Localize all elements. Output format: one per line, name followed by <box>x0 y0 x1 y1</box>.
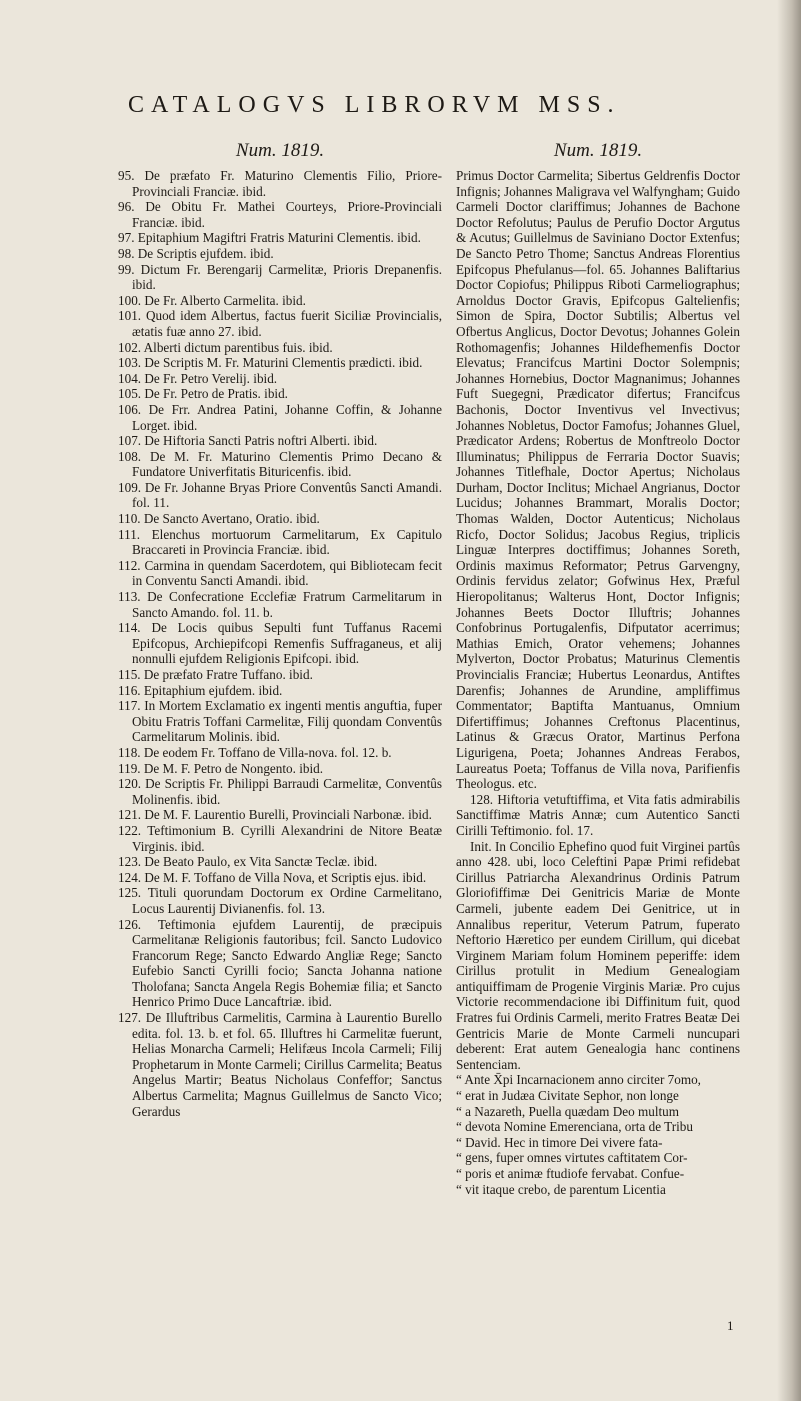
catalog-entry: 102. Alberti dictum parentibus fuis. ibid. <box>118 339 333 355</box>
page-number: 1 <box>727 1318 734 1333</box>
catalog-entry: 115. De præfato Fratre Tuffano. ibid. <box>118 667 313 682</box>
left-column-heading: Num. 1819. <box>235 140 325 161</box>
catalog-entry: 125. Tituli quorundam Doctorum ex Ordine Carmelitano, Locus Laurentij Divianenfis. fol. 13. <box>118 885 442 916</box>
quote-line: “ vit itaque crebo, de parentum Licentia <box>456 1181 666 1197</box>
quote-line: “ erat in Judæa Civitate Sephor, non longe <box>456 1088 679 1104</box>
catalog-entry: 117. In Mortem Exclamatio ex ingenti mentis anguftia, fuper Obitu Fratris Toffani Carmelitæ, Filij quondam Conventûs Carmelitarum Molinis. ibid. <box>118 698 442 745</box>
catalog-entry: 122. Teftimonium B. Cyrilli Alexandrini de Nitore Beatæ Virginis. ibid. <box>118 822 442 854</box>
catalog-entry: 127. De Illuftribus Carmelitis, Carmina à Laurentio Burello edita. fol. 13. b. et fol. 65. Illuftres hi Carmelitæ fuerunt, Helias Monarcha Carmeli; Helifæus Incola Carmeli; Filij Prophetarum in Monte Carmeli; Cirillus Carmelita; Beatus Angelus Martir; Beatus Nicholaus Confeffor; Sanctus Albertus Carmelita; Magnus Guillelmus de Sancto Vico; Gerardus <box>118 1010 442 1119</box>
page-edge-shadow <box>777 0 801 1401</box>
catalog-entry: 110. De Sancto Avertano, Oratio. ibid. <box>118 511 320 527</box>
catalog-entry: 111. Elenchus mortuorum Carmelitarum, Ex Capitulo Braccareti in Provincia Franciæ. ibid. <box>118 526 442 558</box>
catalog-entry: 126. Teftimonia ejufdem Laurentij, de præcipuis Carmelitanæ Religionis fautoribus; fcil. Sancto Ludovico Francorum Rege; Sancto Edwardo Angliæ Rege; Sancto Eufebio Sancti Cyrilli focio; Sancta Johanna natione Tholofana; Sancta Angela Regis Bohemiæ filia; et Sancto Henrico Primo Duce Lancaftriæ. ibid. <box>118 916 442 1010</box>
catalog-entry: 95. De præfato Fr. Maturino Clementis Filio, Priore-Provinciali Franciæ. ibid. <box>118 168 442 199</box>
catalog-entry: 96. De Obitu Fr. Mathei Courteys, Priore-Provinciali Franciæ. ibid. <box>118 199 442 230</box>
quote-line: “ gens, fuper omnes virtutes caftitatem Cor- <box>456 1150 688 1166</box>
catalog-entry: 108. De M. Fr. Maturino Clementis Primo Decano & Fundatore Univerfitatis Bituricenfis. ibid. <box>118 448 442 480</box>
catalog-entry: 105. De Fr. Petro de Pratis. ibid. <box>118 386 288 402</box>
catalog-entry: 114. De Locis quibus Sepulti funt Tuffanus Racemi Epifcopus, Archiepifcopi Remenfis Suffraganeus, et alij nonnulli ejufdem Religionis Epifcopi. ibid. <box>118 620 442 667</box>
catalog-entry: 97. Epitaphium Magiftri Fratris Maturini Clementis. ibid. <box>118 230 421 246</box>
entry-128: 128. Hiftoria vetuftiffima, et Vita fatis admirabilis Sanctiffimæ Matris Annæ; cum Autentico Sancti Cirilli Teftimonio. fol. 17. <box>456 791 740 838</box>
quote-line: “ David. Hec in timore Dei vivere fata- <box>456 1134 663 1150</box>
catalog-entry: 112. Carmina in quendam Sacerdotem, qui Bibliotecam fecit in Conventu Sancti Amandi. ibid. <box>118 557 442 589</box>
catalog-entry: 113. De Confecratione Ecclefiæ Fratrum Carmelitarum in Sancto Amando. fol. 11. b. <box>118 589 442 620</box>
catalog-entry: 99. Dictum Fr. Berengarij Carmelitæ, Prioris Drepanenfis. ibid. <box>118 261 442 293</box>
running-head: CATALOGVS LIBRORVM MSS. <box>128 92 621 118</box>
right-column-heading: Num. 1819. <box>553 140 643 161</box>
right-column <box>456 140 740 1197</box>
quote-line: “ Ante X̄pi Incarnacionem anno circiter 7omo, <box>456 1072 701 1088</box>
catalog-entry: 101. Quod idem Albertus, factus fuerit Siciliæ Provincialis, ætatis fuæ anno 27. ibid. <box>118 308 442 339</box>
catalog-entry: 119. De M. F. Petro de Nongento. ibid. <box>118 760 324 776</box>
catalog-entry: 103. De Scriptis M. Fr. Maturini Clementis prædicti. ibid. <box>118 355 423 371</box>
catalog-entry: 100. De Fr. Alberto Carmelita. ibid. <box>118 292 306 308</box>
catalog-entry: 106. De Frr. Andrea Patini, Johanne Coffin, & Johanne Lorget. ibid. <box>118 401 442 433</box>
quote-line: “ devota Nomine Emerenciana, orta de Tribu <box>456 1119 693 1135</box>
catalog-entry: 104. De Fr. Petro Verelij. ibid. <box>118 370 278 386</box>
quoted-genealogy <box>456 1072 740 1197</box>
quote-line: “ poris et animæ ftudiofe fervabat. Confue- <box>456 1166 685 1181</box>
left-column <box>118 140 442 1119</box>
doctors-list-paragraph: Primus Doctor Carmelita; Sibertus Geldrenfis Doctor Infignis; Johannes Maligrava vel Walfyngham; Guido Carmeli Doctor clariffimus; Johannes de Bachone Doctor Refolutus; Paulus de Perufio Doctor Argutus & Acutus; Guillelmus de Saviniano Doctor Extenfus; De Sancto Petro Thome; Sanctus Andreas Florentius Epifcopus Phefulanus—fol. 65. Johannes Baliftarius Doctor Copiofus; Philippus Riboti Carmeliographus; Arnoldus Doctor Gravis, Epifcopus Galtelienfis; Simon de Spira, Doctor Subtilis; Albertus vel Ofbertus Anglicus, Doctor Devotus; Johannes Golein Rothomagenfis; Johannes Hildefhemenfis Doctor Elevatus; Francifcus Martini Doctor Solempnis; Johannes Hornebius, Doctor Magnanimus; Johannes Fuft Suegegni, Prædicator difertus; Francifcus Bachonis, Doctor Inventivus vel Invectivus; Johannes Nobletus, Doctor Famofus; Johannes Gluel, Prædicator Ardens; Robertus de Monftreolo Doctor Illuminatus; Philippus de Ferraria Doctor Suavis; Johannes Titlefhale, Doctor Apertus; Nicholaus Durham, Doctor Inclitus; Michael Angrianus, Doctor Lucidus; Johannes Brammart, Moralis Doctor; Thomas Walden, Doctor Autenticus; Nicholaus Ricfo, Doctor Solidus; Jacobus Regius, triplicis Linguæ Interpres doctiffimus; Johannes Soreth, Ordinis maximus Reformator; Petrus Garvengny, Ordinis fervidus zelator; Gofwinus Hex, Præful Hieropolitanus; Walterus Hont, Doctor Infignis; Johannes Beets Doctor Illuftris; Johannes Confobrinus Portugalenfis, Difputator acerrimus; Mathias Emich, Orator vehemens; Johannes Mylverton, Doctor Probatus; Maturinus Clementis Provincialis Franciæ; Hubertus Leonardus, Antiftes Darenfis; Johannes de Arundine, ampliffimus Commentator; Baptifta Mantuanus, Omnium Difertiffimus; Johannes Creftonus Placentinus, Latinus & Græcus Orator, Martinus Perfona Ligurigena, Poeta; Johannes Andreas Ferabos, Laureatus Poeta; Toffanus de Villa nova, Parifienfis Theologus. etc. <box>456 168 741 792</box>
catalog-entry: 123. De Beato Paulo, ex Vita Sanctæ Teclæ. ibid. <box>118 854 378 870</box>
catalog-entry: 116. Epitaphium ejufdem. ibid. <box>118 682 283 698</box>
catalog-entry: 124. De M. F. Toffano de Villa Nova, et Scriptis ejus. ibid. <box>118 869 427 885</box>
left-entries <box>118 168 442 1119</box>
catalog-entry: 109. De Fr. Johanne Bryas Priore Conventûs Sancti Amandi. fol. 11. <box>118 479 442 511</box>
incipit-paragraph: Init. In Concilio Ephefino quod fuit Virginei partûs anno 428. ubi, loco Celeftini Papæ Primi refidebat Cirillus Patriarcha Alexandrinus Ordinis Patrum Gloriofiffimæ Dei Genitricis Mariæ de Monte Carmeli, jubente eadem Dei Genitrice, ut in Annalibus reperitur, Veterum Patrum, fuperato Neftorio Hæretico per eundem Cirillum, qui dicebat Virginem Mariam folum Hominem peperiffe: idem Cirillus protulit in Medium Genealogiam antiquiffimam de Progenie Virginis Mariæ. Pro cujus Victorie recommendacione ibi Diffinitum fuit, quod Fratres fui Ordinis Carmeli, merito Fratres Beatæ Dei Gentricis Marie de Monte Carmeli nuncupari deberent: Erat autem Genealogia hanc continens Sentenciam. <box>456 838 740 1072</box>
catalog-entry: 118. De eodem Fr. Toffano de Villa-nova. fol. 12. b. <box>118 744 392 760</box>
quote-line: “ a Nazareth, Puella quædam Deo multum <box>456 1103 680 1119</box>
catalog-entry: 121. De M. F. Laurentio Burelli, Provinciali Narbonæ. ibid. <box>118 807 432 823</box>
catalog-entry: 107. De Hiftoria Sancti Patris noftri Alberti. ibid. <box>118 433 378 449</box>
catalog-entry: 98. De Scriptis ejufdem. ibid. <box>118 245 274 261</box>
catalog-entry: 120. De Scriptis Fr. Philippi Barraudi Carmelitæ, Conventûs Molinenfis. ibid. <box>118 776 442 807</box>
